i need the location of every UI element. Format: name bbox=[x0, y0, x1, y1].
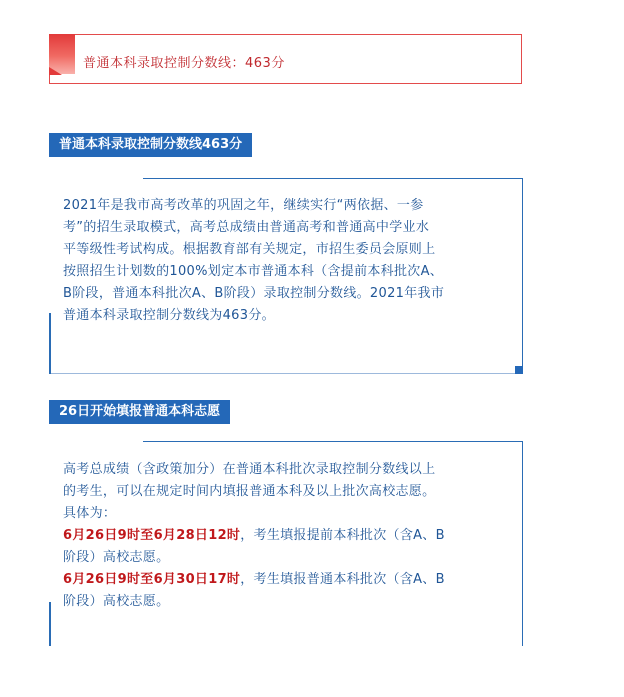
box-corner-square bbox=[515, 366, 523, 374]
schedule-item-2 bbox=[63, 569, 445, 591]
schedule-item-1 bbox=[63, 525, 445, 547]
paragraph-line: 2021年是我市高考改革的巩固之年，继续实行“两依据、一参 bbox=[63, 198, 424, 213]
paragraph-line: 具体为： bbox=[63, 506, 117, 521]
header-banner bbox=[49, 34, 522, 84]
paragraph-line: B阶段，普通本科批次A、B阶段）录取控制分数线。2021年我市 bbox=[63, 286, 445, 301]
paragraph-line: 阶段）高校志愿。 bbox=[63, 550, 170, 565]
paragraph-line: 阶段）高校志愿。 bbox=[63, 594, 170, 609]
schedule-description: ，考生填报普通本科批次（含A、B bbox=[240, 572, 445, 587]
paragraph-line: 高考总成绩（含政策加分）在普通本科批次录取控制分数线以上 bbox=[63, 462, 436, 477]
paragraph-line: 平等级性考试构成。根据教育部有关规定，市招生委员会原则上 bbox=[63, 242, 436, 257]
box-top-border bbox=[143, 441, 523, 442]
application-paragraph bbox=[63, 459, 445, 613]
section-title-score-line: 普通本科录取控制分数线463分 bbox=[49, 133, 252, 157]
box-left-accent bbox=[49, 602, 51, 646]
section-title-application: 26日开始填报普通本科志愿 bbox=[49, 400, 230, 424]
banner-ribbon-notch bbox=[49, 67, 75, 75]
schedule-time-highlight: 6月26日9时至6月28日12时 bbox=[63, 528, 241, 543]
paragraph-line: 按照招生计划数的100%划定本市普通本科（含提前本科批次A、 bbox=[63, 264, 444, 279]
schedule-description: ，考生填报提前本科批次（含A、B bbox=[240, 528, 445, 543]
box-right-border bbox=[522, 178, 523, 374]
application-content-box bbox=[49, 441, 523, 646]
score-line-paragraph bbox=[63, 195, 444, 327]
box-right-border bbox=[522, 441, 523, 646]
paragraph-line: 的考生，可以在规定时间内填报普通本科及以上批次高校志愿。 bbox=[63, 484, 436, 499]
score-line-content-box bbox=[49, 178, 523, 374]
paragraph-line: 考”的招生录取模式，高考总成绩由普通高考和普通高中学业水 bbox=[63, 220, 430, 235]
banner-text: 普通本科录取控制分数线：463分 bbox=[83, 56, 285, 71]
schedule-time-highlight: 6月26日9时至6月30日17时 bbox=[63, 572, 241, 587]
box-bottom-border bbox=[49, 373, 523, 374]
box-top-border bbox=[143, 178, 523, 179]
box-left-accent bbox=[49, 313, 51, 374]
paragraph-line: 普通本科录取控制分数线为463分。 bbox=[63, 308, 275, 323]
